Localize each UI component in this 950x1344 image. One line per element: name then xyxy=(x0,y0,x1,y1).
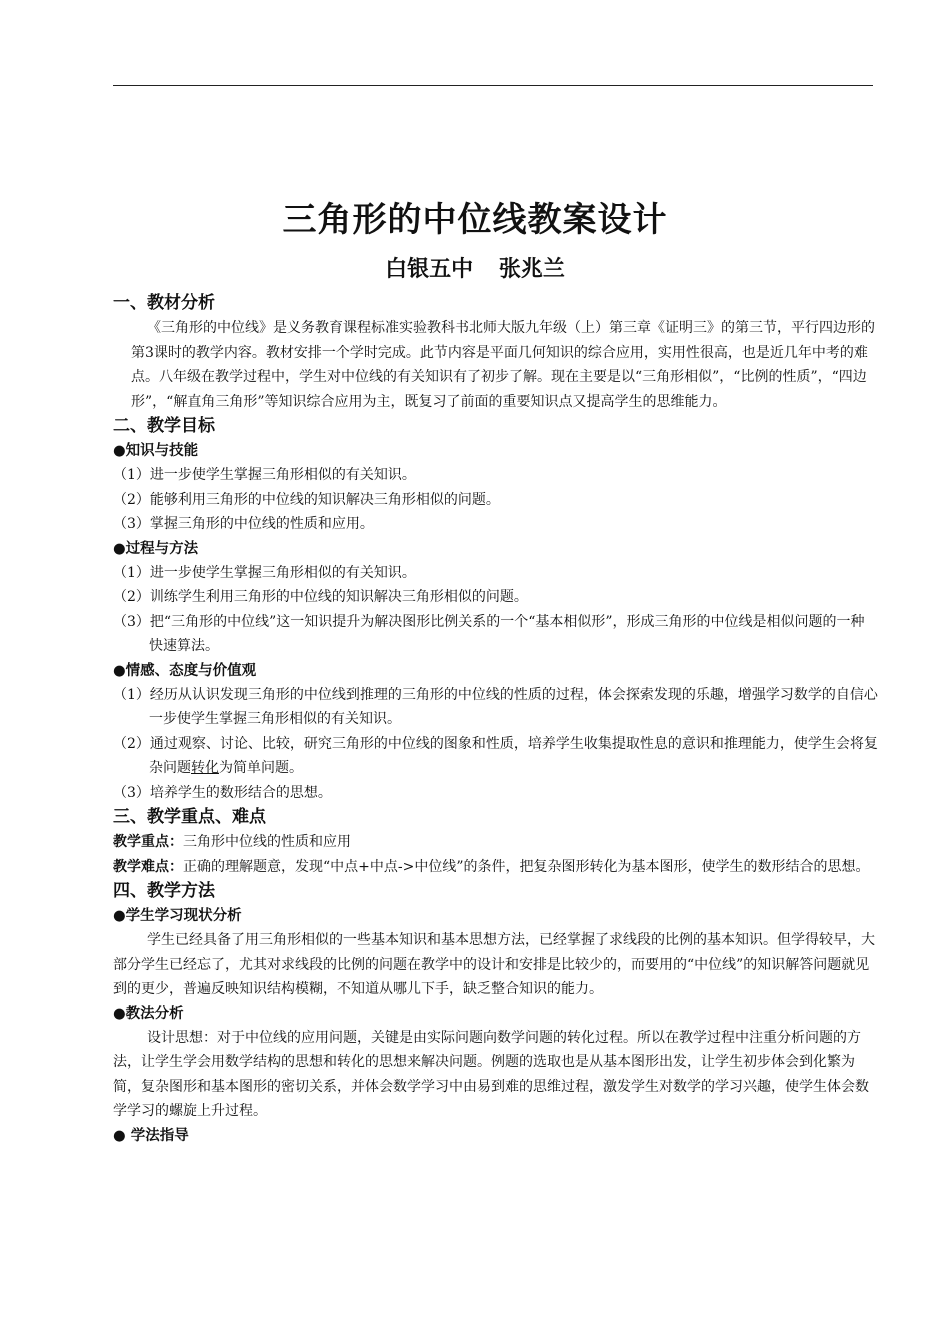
goal-process-item-3: （3）把“三角形的中位线”这一知识提升为解决图形比例关系的一个“基本相似形”，形成三角形的中位线是相似问题的一种快速算法。 xyxy=(113,613,865,654)
difficulty-row xyxy=(113,855,878,880)
underlined-term: 转化 xyxy=(191,760,219,776)
key-point-text: 三角形中位线的性质和应用 xyxy=(183,834,351,850)
key-point-row xyxy=(113,830,878,855)
difficulty-text: 正确的理解题意，发现“中点+中点->中位线”的条件，把复杂图形转化为基本图形，使学生的数形结合的思想。 xyxy=(183,858,870,875)
goal-knowledge-title: ●知识与技能 xyxy=(113,443,199,459)
method-study-title: ● 学法指导 xyxy=(113,1127,189,1144)
goal-emotion-item-2-text: （2）通过观察、讨论、比较，研究三角形的中位线的图象和性质，培养学生收集提取性息的意识和推理能力，使学生会将复杂问题 xyxy=(113,735,878,776)
difficulty-label: 教学难点： xyxy=(113,858,183,875)
author-name: 张兆兰 xyxy=(498,257,565,282)
section-heading-goals: 二、教学目标 xyxy=(113,416,215,436)
author-school: 白银五中 xyxy=(385,257,474,282)
author-line xyxy=(0,252,950,283)
goal-emotion-item-1: （1）经历从认识发现三角形的中位线到推理的三角形的中位线的性质的过程，体会探索发现的乐趣，增强学习数学的自信心一步使学生掌握三角形相似的有关知识。 xyxy=(113,686,878,727)
goal-process-item-2: （2）训练学生利用三角形的中位线的知识解决三角形相似的问题。 xyxy=(113,589,528,605)
key-point-label: 教学重点： xyxy=(113,834,183,850)
goal-emotion-item-2-end: 为简单问题。 xyxy=(219,760,303,776)
goal-emotion-item-2 xyxy=(113,732,878,781)
method-status-paragraph: 学生已经具备了用三角形相似的一些基本知识和基本思想方法，已经掌握了求线段的比例的基本知识。但学得较早，大部分学生已经忘了，尤其对求线段的比例的问题在教学中的设计和安排是比较少的，而要用的“中位线”的知识解答问题就见到的更少，普遍反映知识结构模糊，不知道从哪儿下手，缺乏整合知识的能力。 xyxy=(113,932,875,997)
goal-emotion-title: ●情感、态度与价值观 xyxy=(113,662,257,679)
section-heading-methods: 四、教学方法 xyxy=(113,881,215,901)
goal-knowledge-item-1: （1）进一步使学生掌握三角形相似的有关知识。 xyxy=(113,467,416,483)
method-status-title: ●学生学习现状分析 xyxy=(113,908,242,924)
section-heading-materials: 一、教材分析 xyxy=(113,293,215,313)
goal-knowledge-item-3: （3）掌握三角形的中位线的性质和应用。 xyxy=(113,516,374,532)
materials-paragraph: 《三角形的中位线》是义务教育课程标准实验教科书北师大版九年级（上）第三章《证明三》的第三节，平行四边形的第3课时的教学内容。教材安排一个学时完成。此节内容是平面几何知识的综合应用，实用性很高，也是近几年中考的难点。八年级在教学过程中，学生对中位线的有关知识有了初步了解。现在主要是以“三角形相似”，“比例的性质”，“四边形”，“解直角三角形”等知识综合应用为主，既复习了前面的重要知识点又提高学生的思维能力。 xyxy=(131,320,875,410)
method-teaching-paragraph: 设计思想：对于中位线的应用问题，关键是由实际问题向数学问题的转化过程。所以在教学过程中注重分析问题的方法，让学生学会用数学结构的思想和转化的思想来解决问题。例题的选取也是从基本图形出发，让学生初步体会到化繁为简，复杂图形和基本图形的密切关系，并体会数学学习中由易到难的思维过程，激发学生对数学的学习兴趣，使学生体会数学学习的螺旋上升过程。 xyxy=(113,1029,869,1119)
section-heading-key-points: 三、教学重点、难点 xyxy=(113,807,266,827)
goal-process-item-1: （1）进一步使学生掌握三角形相似的有关知识。 xyxy=(113,564,416,581)
document-body xyxy=(113,291,878,1148)
goal-emotion-item-3: （3）培养学生的数形结合的思想。 xyxy=(113,784,332,801)
document-title: 三角形的中位线教案设计 xyxy=(282,200,668,240)
goal-process-title: ●过程与方法 xyxy=(113,540,199,557)
header-rule xyxy=(113,85,873,86)
method-teaching-title: ●教法分析 xyxy=(113,1005,184,1022)
goal-knowledge-item-2: （2）能够利用三角形的中位线的知识解决三角形相似的问题。 xyxy=(113,491,500,508)
